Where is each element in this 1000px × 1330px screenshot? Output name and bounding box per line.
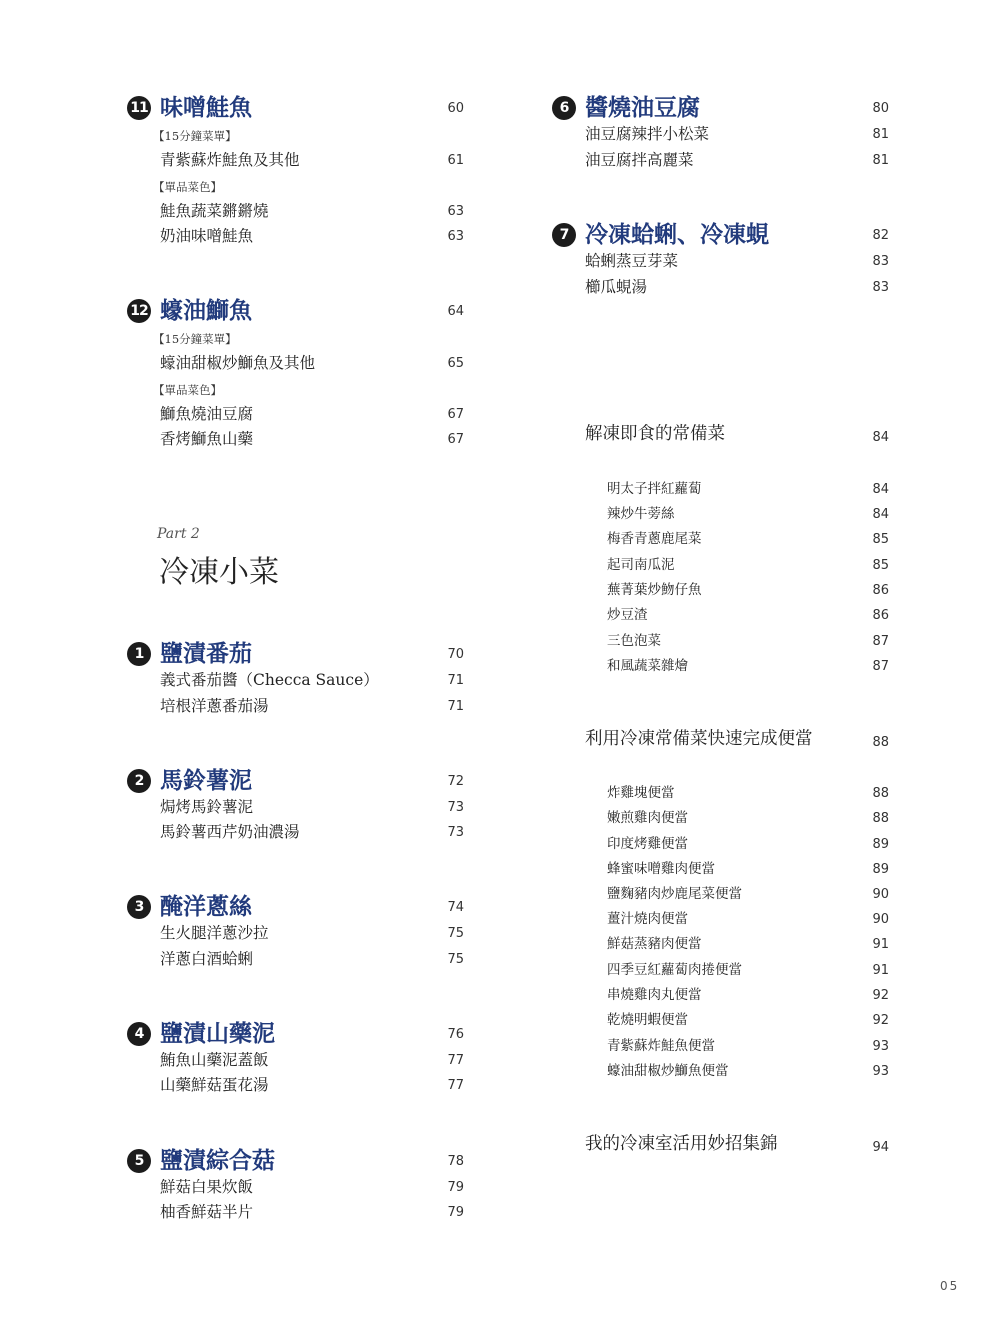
entry-title: 鮭魚蔬菜鏘鏘燒 [160,202,269,220]
menu-tag: 【單品菜色】 [153,180,222,194]
toc-subentry[interactable]: 起司南瓜泥 [607,557,675,573]
page-number: 79 [447,1180,464,1195]
page-number: 61 [447,153,464,168]
page-number: 84 [872,430,889,445]
entry-title: 義式番茄醬（Checca Sauce） [160,671,379,689]
toc-entry[interactable] [160,1049,467,1071]
entry-title: 青紫蘇炸鮭魚及其他 [160,151,300,169]
folio-page-number: 05 [940,1279,960,1293]
toc-entry[interactable] [160,428,467,450]
toc-entry[interactable] [160,1074,467,1096]
page-number: 72 [447,774,464,789]
section-title: 醬燒油豆腐 [585,94,700,121]
section-title: 冷凍蛤蜊、冷凍蜆 [585,221,769,248]
page-number: 82 [872,228,889,243]
section-header[interactable] [552,219,892,251]
page-number: 86 [872,583,889,598]
section-header[interactable] [127,1145,467,1177]
page-number: 86 [872,608,889,623]
toc-entry[interactable] [160,695,467,717]
page-number: 60 [447,101,464,116]
page-number: 74 [447,900,464,915]
page-number: 90 [872,887,889,902]
section-number-badge: 1 [127,642,151,666]
entry-title: 油豆腐拌高麗菜 [585,151,694,169]
toc-subentry[interactable]: 鮮菇蒸豬肉便當 [607,936,702,952]
section-title: 蠔油鰤魚 [160,297,252,324]
page-number: 91 [872,937,889,952]
entry-title: 奶油味噌鮭魚 [160,227,254,245]
page-number: 81 [872,153,889,168]
subsection-heading[interactable]: 解凍即食的常備菜 [585,424,725,444]
toc-subentry[interactable]: 青紫蘇炸鮭魚便當 [607,1038,715,1054]
section-number-badge: 7 [552,223,576,247]
page-number: 88 [872,735,889,750]
page-number: 80 [872,101,889,116]
page-number: 83 [872,254,889,269]
entry-title: 蛤蜊蒸豆芽菜 [585,252,679,270]
section-header[interactable] [127,1018,467,1050]
page-number: 75 [447,952,464,967]
entry-title: 培根洋蔥番茄湯 [160,697,269,715]
toc-entry[interactable] [585,250,892,272]
toc-subentry[interactable]: 蠔油甜椒炒鰤魚便當 [607,1063,729,1079]
entry-title: 蠔油甜椒炒鰤魚及其他 [160,354,316,372]
page-number: 92 [872,988,889,1003]
part-title: 冷凍小菜 [159,555,279,590]
entry-title: 鮪魚山藥泥蓋飯 [160,1051,269,1069]
toc-entry[interactable] [585,276,892,298]
page-number: 91 [872,963,889,978]
toc-subentry[interactable]: 蜂蜜味噌雞肉便當 [607,861,715,877]
page-number: 71 [447,673,464,688]
section-title: 味噌鮭魚 [160,94,252,121]
page-number: 70 [447,647,464,662]
toc-subentry[interactable]: 明太子拌紅蘿蔔 [607,481,702,497]
toc-subentry[interactable]: 印度烤雞便當 [607,836,688,852]
toc-entry[interactable] [160,922,467,944]
toc-entry[interactable] [160,200,467,222]
page-number: 77 [447,1053,464,1068]
section-title: 醃洋蔥絲 [160,893,252,920]
entry-title: 焗烤馬鈴薯泥 [160,798,254,816]
section-number-badge: 5 [127,1149,151,1173]
toc-subentry[interactable]: 嫩煎雞肉便當 [607,810,688,826]
menu-tag: 【15分鐘菜單】 [153,332,237,346]
page-number: 93 [872,1039,889,1054]
section-number-badge: 11 [127,96,151,120]
page-number: 65 [447,356,464,371]
entry-title: 櫛瓜蜆湯 [585,278,648,296]
section-header[interactable] [127,638,467,670]
section-header[interactable] [552,92,892,124]
page-number: 63 [447,229,464,244]
page-number: 87 [872,634,889,649]
menu-tag: 【單品菜色】 [153,383,222,397]
entry-title: 香烤鰤魚山藥 [160,430,254,448]
page-number: 85 [872,532,889,547]
page-number: 77 [447,1078,464,1093]
entry-title: 馬鈴薯西芹奶油濃湯 [160,823,300,841]
entry-title: 洋蔥白酒蛤蜊 [160,950,254,968]
toc-entry[interactable] [160,1201,467,1223]
entry-title: 山藥鮮菇蛋花湯 [160,1076,269,1094]
toc-subentry[interactable]: 炒豆渣 [607,607,648,623]
page-number: 64 [447,304,464,319]
toc-entry[interactable] [160,948,467,970]
page-number: 67 [447,407,464,422]
page-number: 84 [872,482,889,497]
toc-subentry[interactable]: 梅香青蔥鹿尾菜 [607,531,702,547]
section-header[interactable] [127,92,467,124]
section-title: 鹽漬番茄 [160,640,252,667]
entry-title: 生火腿洋蔥沙拉 [160,924,269,942]
entry-title: 柚香鮮菇半片 [160,1203,254,1221]
page-number: 67 [447,432,464,447]
page-number: 79 [447,1205,464,1220]
page-number: 92 [872,1013,889,1028]
page-number: 71 [447,699,464,714]
toc-entry[interactable] [160,225,467,247]
toc-entry[interactable] [160,669,467,691]
page-number: 85 [872,558,889,573]
page-number: 88 [872,786,889,801]
part-label: Part 2 [157,526,200,542]
menu-tag: 【15分鐘菜單】 [153,129,237,143]
toc-entry[interactable] [585,123,892,145]
toc-subentry[interactable]: 三色泡菜 [607,633,661,649]
toc-subentry[interactable]: 乾燒明蝦便當 [607,1012,688,1028]
toc-entry[interactable] [585,149,892,171]
toc-subentry[interactable]: 四季豆紅蘿蔔肉捲便當 [607,962,742,978]
section-number-badge: 6 [552,96,576,120]
entry-title: 鰤魚燒油豆腐 [160,405,254,423]
page-number: 78 [447,1154,464,1169]
page-number: 81 [872,127,889,142]
section-header[interactable] [127,295,467,327]
toc-entry[interactable] [160,403,467,425]
section-title: 鹽漬綜合菇 [160,1147,275,1174]
toc-subentry[interactable]: 薑汁燒肉便當 [607,911,688,927]
section-number-badge: 4 [127,1022,151,1046]
page-number: 87 [872,659,889,674]
page-number: 83 [872,280,889,295]
toc-entry[interactable] [160,821,467,843]
subsection-heading[interactable]: 我的冷凍室活用妙招集錦 [585,1134,778,1154]
subsection-heading[interactable]: 利用冷凍常備菜快速完成便當 [585,729,813,749]
section-header[interactable] [127,765,467,797]
toc-subentry[interactable]: 鹽麴豬肉炒鹿尾菜便當 [607,886,742,902]
page-number: 76 [447,1027,464,1042]
page-number: 89 [872,837,889,852]
page-number: 73 [447,800,464,815]
page-number: 89 [872,862,889,877]
page-number: 94 [872,1140,889,1155]
page-number: 75 [447,926,464,941]
toc-subentry[interactable]: 串燒雞肉丸便當 [607,987,702,1003]
toc-entry[interactable] [160,352,467,374]
toc-entry[interactable] [160,796,467,818]
entry-title: 鮮菇白果炊飯 [160,1178,254,1196]
section-title: 鹽漬山藥泥 [160,1020,275,1047]
page-number: 88 [872,811,889,826]
section-header[interactable] [127,891,467,923]
toc-subentry[interactable]: 炸雞塊便當 [607,785,675,801]
toc-entry[interactable] [160,1176,467,1198]
section-number-badge: 2 [127,769,151,793]
entry-title: 油豆腐辣拌小松菜 [585,125,710,143]
toc-subentry[interactable]: 蕪菁葉炒魩仔魚 [607,582,702,598]
page-number: 63 [447,204,464,219]
toc-entry[interactable] [160,149,467,171]
toc-subentry[interactable]: 和風蔬菜雜燴 [607,658,688,674]
page-number: 73 [447,825,464,840]
page-number: 84 [872,507,889,522]
section-number-badge: 3 [127,895,151,919]
page-number: 93 [872,1064,889,1079]
section-number-badge: 12 [127,299,151,323]
page-number: 90 [872,912,889,927]
section-title: 馬鈴薯泥 [160,767,252,794]
toc-subentry[interactable]: 辣炒牛蒡絲 [607,506,675,522]
